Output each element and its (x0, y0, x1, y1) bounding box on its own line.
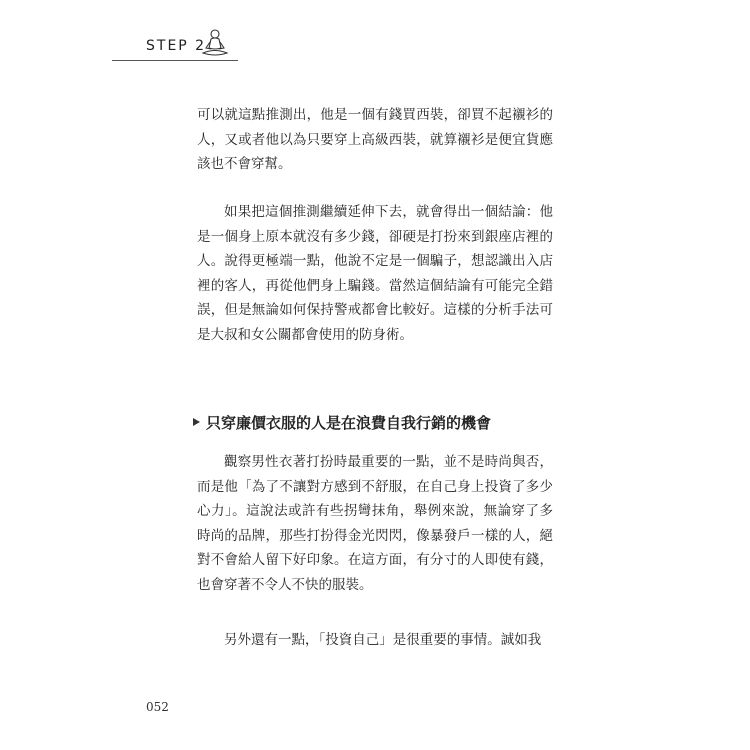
seated-meditating-figure-icon (198, 28, 232, 60)
paragraph-4: 另外還有一點，「投資自己」是很重要的事情。誠如我 (224, 632, 542, 648)
triangle-bullet-icon (193, 418, 200, 426)
section-heading (193, 412, 553, 434)
running-header (112, 36, 238, 62)
section-heading-text: 只穿廉價衣服的人是在浪費自我行銷的機會 (206, 414, 492, 432)
header-rule (112, 60, 238, 61)
paragraph-1: 可以就這點推測出，他是一個有錢買西裝，卻買不起襯衫的人，又或者他以為只要穿上高級西裝，就算襯衫是便宜貨應該也不會穿幫。 (197, 107, 553, 172)
paragraph-2: 如果把這個推測繼續延伸下去，就會得出一個結論：他是一個身上原本就沒有多少錢，卻硬是打扮來到銀座店裡的人。說得更極端一點，他說不定是一個騙子，想認識出入店裡的客人，再從他們身上騙錢。當然這個結論有可能完全錯誤，但是無論如何保持警戒都會比較好。這樣的分析手法可是大叔和女公關都會使用的防身術。 (197, 204, 553, 343)
paragraph-3: 觀察男性衣著打扮時最重要的一點，並不是時尚與否，而是他「為了不讓對方感到不舒服，在自己身上投資了多少心力」。這說法或許有些拐彎抹角，舉例來說，無論穿了多時尚的品牌，那些打扮得金光閃閃，像暴發戶一樣的人，絕對不會給人留下好印象。在這方面，有分寸的人即使有錢，也會穿著不令人不快的服裝。 (197, 454, 553, 593)
page-number: 052 (146, 700, 169, 714)
step-label: STEP 2 (146, 38, 207, 54)
